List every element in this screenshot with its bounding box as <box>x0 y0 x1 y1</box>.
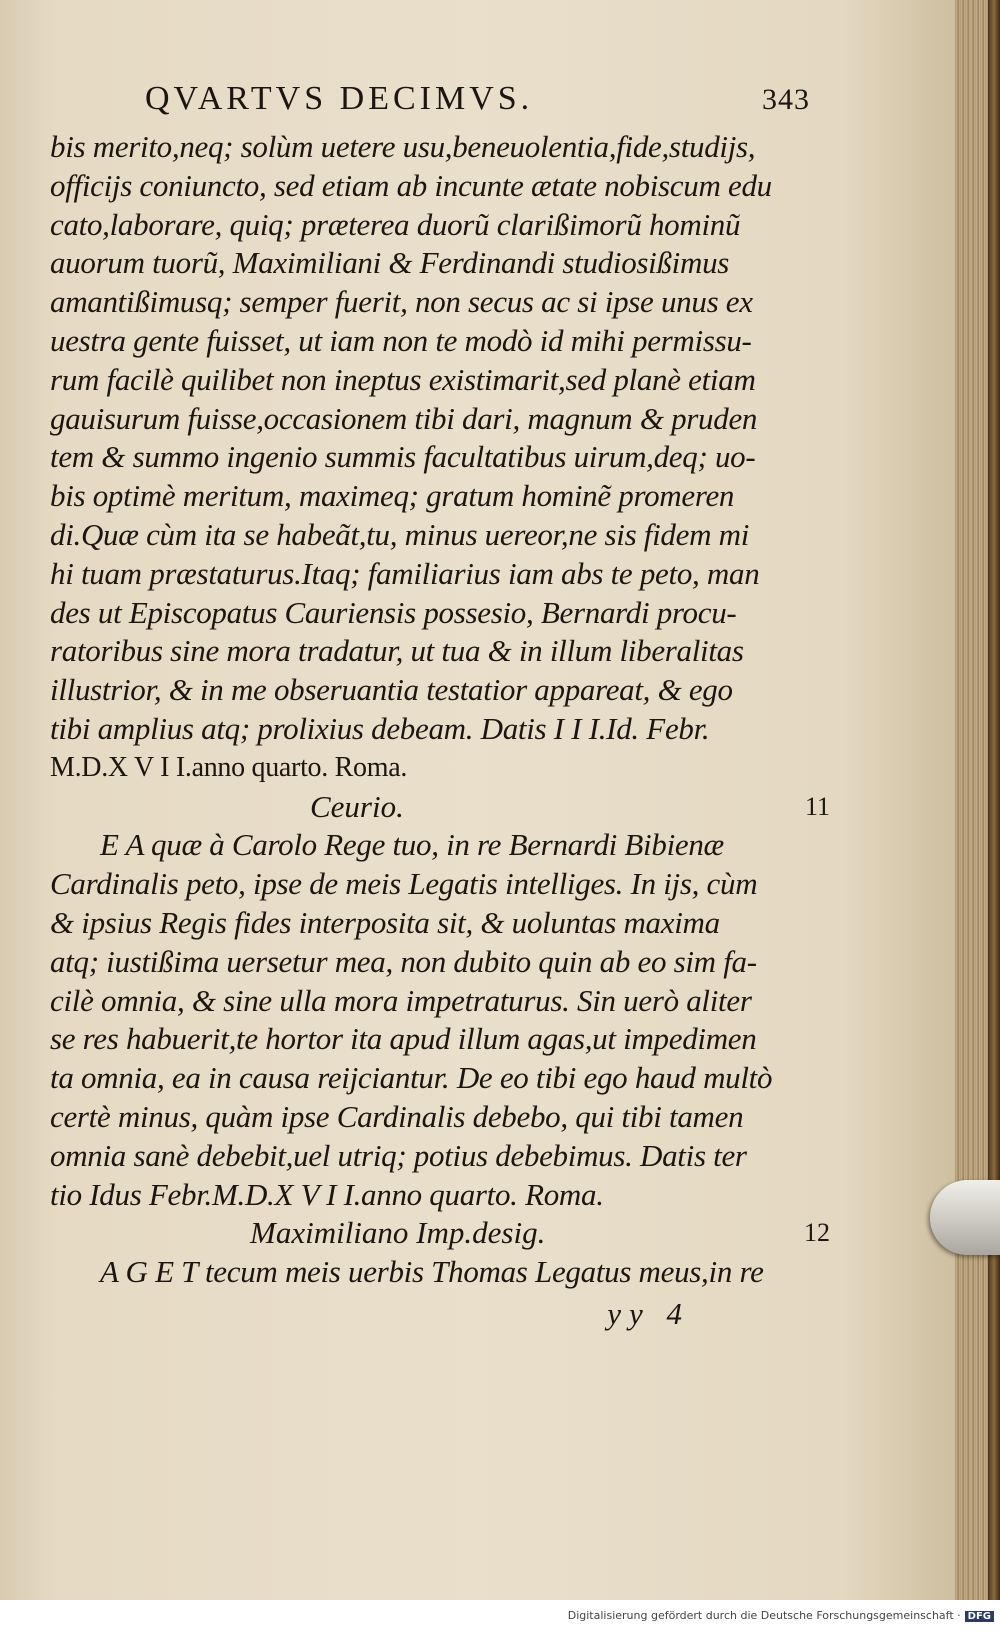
text-line: bis merito,neq; solùm uetere usu,beneuolentia,fide,studijs, <box>50 129 756 164</box>
running-header <box>145 80 810 128</box>
text-line: bis optimè meritum, maximeq; gratum hominẽ promeren <box>50 478 735 514</box>
text-line: amantißimusq; semper fuerit, non secus ac si ipse unus ex <box>50 284 753 320</box>
credit-text: Digitalisierung gefördert durch die Deutsche Forschungsgemeinschaft · <box>567 1609 961 1622</box>
text-line: tem & summo ingenio summis facultatibus uirum,deq; uo- <box>50 439 756 475</box>
text-line: illustrior, & in me obseruantia testatior appareat, & ego <box>50 672 733 708</box>
text-line: M.D.X V I I.anno quarto. Roma. <box>50 751 408 783</box>
letter-1 <box>50 128 780 788</box>
footer-bar <box>0 1600 1000 1633</box>
letter-2 <box>50 826 780 1214</box>
text-line: auorum tuorũ, Maximiliani & Ferdinandi studiosißimus <box>50 245 730 281</box>
text-line: & ipsius Regis fides interposita sit, & uoluntas maxima <box>50 904 720 940</box>
text-line: officijs coniuncto, sed etiam ab incunte ætate nobiscum edu <box>50 167 772 203</box>
text-line: rum facilè quilibet non ineptus existimarit,sed planè etiam <box>50 361 756 397</box>
text-line: se res habuerit,te hortor ita apud illum agas,ut impedimen <box>50 1021 757 1057</box>
text-line: di.Quæ cùm ita se habeãt,tu, minus uereor,ne sis fidem mi <box>50 516 750 552</box>
text-line: tibi amplius atq; prolixius debeam. Datis I I I.Id. Febr. <box>50 710 710 746</box>
signature-mark: yy 4 <box>607 1295 690 1331</box>
letter-addressee: Ceurio. <box>310 788 404 824</box>
running-title: QVARTVS DECIMVS. <box>145 80 534 117</box>
text-line: cilè omnia, & sine ulla mora impetraturus. Sin uerò aliter <box>50 982 752 1018</box>
letter-number: 12 <box>804 1218 830 1248</box>
text-line: atq; iustißima uersetur mea, non dubito quin ab eo sim fa- <box>50 943 757 979</box>
book-spine <box>988 0 1000 1600</box>
text-line: tio Idus Febr.M.D.X V I I.anno quarto. Roma. <box>50 1176 604 1212</box>
dfg-logo: DFG <box>965 1611 994 1622</box>
letter-2-heading <box>50 788 830 827</box>
text-line: uestra gente fuisset, ut iam non te modò id mihi permissu- <box>50 322 752 358</box>
text-line: gauisurum fuisse,occasionem tibi dari, magnum & pruden <box>50 400 758 436</box>
catchword-signature <box>50 1292 780 1336</box>
letter-addressee: Maximiliano Imp.desig. <box>250 1215 546 1251</box>
text-line: Cardinalis peto, ipse de meis Legatis intelliges. In ijs, cùm <box>50 866 758 902</box>
text-line: des ut Episcopatus Cauriensis possesio, Bernardi procu- <box>50 594 737 630</box>
text-line: ratoribus sine mora tradatur, ut tua & in illum liberalitas <box>50 633 744 669</box>
letter-number: 11 <box>804 791 830 821</box>
funding-credit <box>568 1609 994 1622</box>
text-line: hi tuam præstaturus.Itaq; familiarius iam abs te peto, man <box>50 555 760 591</box>
text-line: A G E T tecum meis uerbis Thomas Legatus meus,in re <box>100 1254 764 1290</box>
text-line: ta omnia, ea in causa reijciantur. De eo tibi ego haud multò <box>50 1060 773 1096</box>
letter-3-heading <box>50 1214 830 1253</box>
text-line: cato,laborare, quiq; præterea duorũ clarißimorũ hominũ <box>50 206 741 242</box>
folio-number: 343 <box>762 83 810 116</box>
text-block <box>50 80 830 1336</box>
text-line: E A quæ à Carolo Rege tuo, in re Bernardi Bibienæ <box>100 827 724 863</box>
page-clip <box>930 1180 1000 1255</box>
text-line: omnia sanè debebit,uel utriq; potius debebimus. Datis ter <box>50 1137 747 1173</box>
text-line: certè minus, quàm ipse Cardinalis debebo, qui tibi tamen <box>50 1098 744 1134</box>
